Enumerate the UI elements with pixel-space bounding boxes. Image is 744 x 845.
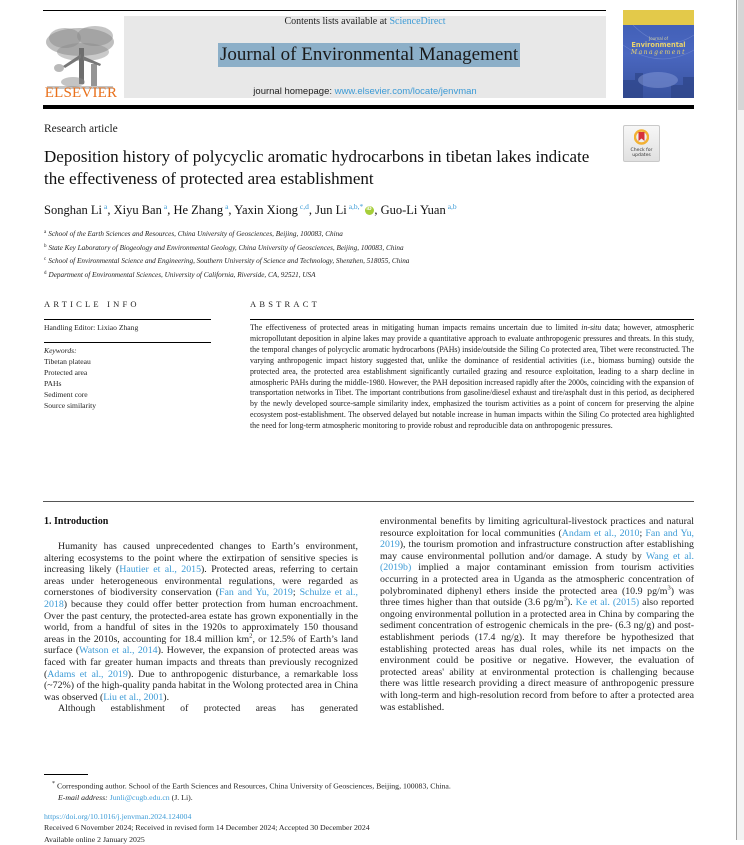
check-updates-label: Check for updates xyxy=(630,148,653,158)
author[interactable]: Yaxin Xiong $^{c,d}$ xyxy=(234,202,309,217)
available-online: Available online 2 January 2025 xyxy=(44,834,145,844)
affiliation: $^a$ School of the Earth Sciences and Resources, China University of Geosciences, Beijing, 100083, China xyxy=(44,230,343,238)
cover-line-2: Environmental xyxy=(631,41,686,49)
paragraph: Although establishment of protected areas has generated xyxy=(58,703,358,715)
keywords-list xyxy=(44,346,96,411)
keyword: Tibetan plateau xyxy=(44,356,91,366)
keyword: Protected area xyxy=(44,367,88,377)
affiliation: $^c$ School of Environmental Science and Engineering, Southern University of Science and Technology, Shenzhen, 518055, China xyxy=(44,257,410,265)
homepage-prefix: journal homepage: xyxy=(253,86,335,97)
section-divider xyxy=(43,501,694,502)
affiliations xyxy=(44,227,409,281)
affiliation: $^d$ Department of Environmental Sciences, University of California, Riverside, CA, 92521, USA xyxy=(44,270,316,279)
paragraph: environmental benefits by limiting agricultural-livestock practices and natural resource exploitation for local communities (Andam et al., 2010; Fan and Yu, 2019), the tourism promotion and infrastructure construction after establishing may cause environmental pollution and/or damage. A study by Wang et al. (2019b) implied a major contaminant emission from tourism activities occurring in a protected area in Uganda as the atmospheric concentration of polybrominated diphenyl ethers inside the protected area (10.9 $pg/m^3$) was three times higher than that outside (3.6 $pg/m^3$). Ke et al. (2015) also reported ongoing environmental pollution in a protected area in China by comparing the sediment concentration of estrogenic chemicals in the pre- (6.3 ng/g) and post-establishment periods (17.4 ng/g). It may therefore be hypothesized that establishing protected areas has dual roles, while its net impacts on the environment could be positive or negative. However, the evaluation of protected areas' ability at environmental protection is challenging because there was little research providing a direct measure of anthropogenic pressure with long-term and high-resolution record from before to after a protected area was established. xyxy=(380,516,695,713)
journal-cover-image xyxy=(623,10,694,98)
affiliation: $^b$ State Key Laboratory of Biogeology and Environmental Geology, China University of Geosciences, Beijing, 100083, China xyxy=(44,243,404,252)
citation-link[interactable]: Ke et al. (2015) xyxy=(575,597,640,609)
divider xyxy=(44,319,211,320)
citation-link[interactable]: Watson et al., 2014 xyxy=(79,645,158,657)
contents-line xyxy=(124,16,606,27)
top-rule xyxy=(43,10,606,11)
keyword: Sediment core xyxy=(44,389,88,399)
keyword: Source similarity xyxy=(44,400,97,410)
email-link[interactable]: Junli@cugb.edu.cn xyxy=(109,793,170,803)
check-for-updates-button[interactable] xyxy=(623,125,660,162)
journal-banner xyxy=(124,16,606,98)
abstract-text: The effectiveness of protected areas in mitigating human impacts remains uncertain due to limited in-situ data; however, atmospheric micropollutant deposition in alpine lakes may provide a quantitative approach to evaluate anthropogenic pressures and threats. In this study, the temporal changes of polycyclic aromatic hydrocarbons (PAHs) inside/outside the Siling Co protected area, Tibet were reconstructed. The varying anthropogenic impact history suggested that, unlike the dominance of residential activities (i.e., biomass burning) outside the protected area, the protected area establishment significantly curtailed grazing and resource exploitation, leading to a sharp decline in atmospheric PAHs during the middle-1980. However, the PAH deposition increased rapidly after the 2000s, coinciding with the expansion of transportation networks in Tibet. The important contributions from gasoline/diesel exhaust and tire/asphalt dust in this period, as deciphered by the newly developed source-sample similarity index, emphasized the tourism activities as a point of concern for preserving the alpine ecosystem post-establishment. The observed delayed but notable increase in human impacts within the Siling Co protected area highlighted the need for long-term atmospheric monitoring to provide robust and reproducible data on anthropogenic pressures. xyxy=(250,323,694,431)
citation-link[interactable]: Fan and Yu, 2019 xyxy=(380,527,694,551)
divider xyxy=(44,342,211,343)
article-type: Research article xyxy=(44,123,118,135)
sciencedirect-link[interactable]: ScienceDirect xyxy=(389,16,446,27)
section-heading-introduction: 1. Introduction xyxy=(44,516,109,527)
citation-link[interactable]: Wang et al. (2019b) xyxy=(380,550,695,574)
divider xyxy=(250,319,694,320)
cover-line-1: Journal of xyxy=(649,36,668,41)
doi-link[interactable]: https://doi.org/10.1016/j.jenvman.2024.124004 xyxy=(44,812,192,821)
author[interactable]: Jun Li $^{a,b,*}$iD xyxy=(315,203,374,217)
handling-editor: Handling Editor: Lixiao Zhang xyxy=(44,323,139,332)
vertical-scrollbar[interactable] xyxy=(736,0,744,840)
keyword: PAHs xyxy=(44,378,62,388)
citation-link[interactable]: Andam et al., 2010 xyxy=(561,527,640,539)
abstract-heading: ABSTRACT xyxy=(250,299,320,309)
citation-link[interactable]: Liu et al., 2001 xyxy=(103,691,164,703)
received-dates: Received 6 November 2024; Received in revised form 14 December 2024; Accepted 30 December 2024 xyxy=(44,823,370,833)
scrollbar-thumb[interactable] xyxy=(738,0,744,110)
footnote-rule xyxy=(44,774,88,775)
journal-title[interactable]: Journal of Environmental Management xyxy=(220,44,519,65)
citation-link[interactable]: Schulze et al., 2018 xyxy=(44,587,358,610)
keywords-label: Keywords: xyxy=(44,346,77,355)
author[interactable]: Songhan Li $^a$ xyxy=(44,202,108,217)
orcid-icon[interactable] xyxy=(365,206,374,215)
homepage-line xyxy=(124,86,606,97)
citation-link[interactable]: Hautier et al., 2015 xyxy=(119,564,202,576)
article-title: Deposition history of polycyclic aromatic hydrocarbons in tibetan lakes indicate the effectiveness of protected area establishment xyxy=(44,147,590,188)
corresponding-author-footnote: * Corresponding author. School of the Earth Sciences and Resources, China University of Geosciences, Beijing, 100083, China. E-mail address: Junli@cugb.edu.cn (J. Li). xyxy=(52,781,451,803)
contents-prefix: Contents lists available at xyxy=(284,16,390,27)
body-column-left xyxy=(44,541,358,715)
citation-link[interactable]: Fan and Yu, 2019 xyxy=(218,587,293,599)
paragraph: Humanity has caused unprecedented changes to Earth’s environment, altering ecosystems to the point where the extirpation of sensitive species is increasing likely (Hautier et al., 2015). Protected areas, referring to certain areas under heterogeneous environmental regulations, were regarded as cornerstones of biodiversity conservation (Fan and Yu, 2019; Schulze et al., 2018) because they could offer better protection from human encroachment. Over the past century, the protected-area estate has grown exponentially in the world, from a handful of sites in the 1920s to approximately 150 thousand areas in the 2010s, accounting for 18.4 million $km^2$, or 12.5% of Earth’s land surface (Watson et al., 2014). However, the expansion of protected areas was faced with far greater human impacts and threats than previously recognized (Adams et al., 2019). Due to anthropogenic disturbance, a remarkable loss (~72%) of the high-quality panda habitat in the Wolong protected area in China was observed (Liu et al., 2001). xyxy=(44,541,359,703)
article-info-heading: ARTICLE INFO xyxy=(44,299,140,309)
body-column-right xyxy=(380,516,694,713)
author[interactable]: Xiyu Ban $^a$ xyxy=(113,202,168,217)
author-list: Songhan Li $^a$, Xiyu Ban $^a$, He Zhang $^a$, Yaxin Xiong $^{c,d}$, Jun Li $^{a,b,*}$iD , Guo-Li Yuan $^{a,b}$ xyxy=(44,202,457,218)
header-thick-rule xyxy=(43,105,694,109)
journal-homepage-link[interactable]: www.elsevier.com/locate/jenvman xyxy=(334,86,477,97)
author[interactable]: He Zhang $^a$ xyxy=(173,202,229,217)
citation-link[interactable]: Adams et al., 2019 xyxy=(47,668,128,680)
author[interactable]: Guo-Li Yuan $^{a,b}$ xyxy=(380,202,457,217)
cover-line-3: Management xyxy=(630,49,687,56)
check-updates-icon xyxy=(634,129,649,147)
cover-band xyxy=(623,10,694,25)
publisher-name: ELSEVIER xyxy=(44,85,118,101)
